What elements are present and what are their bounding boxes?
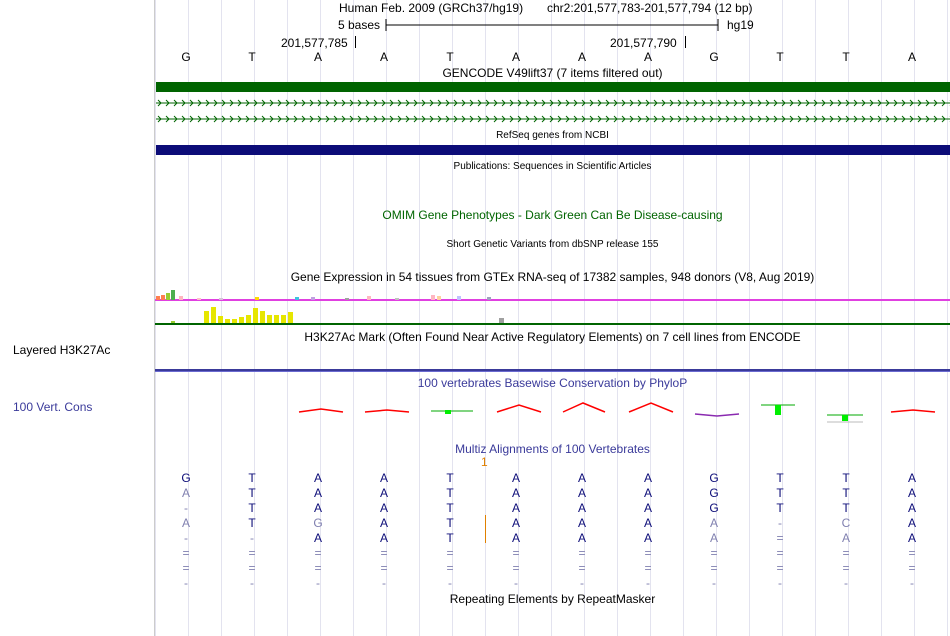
- omim-track-title: OMIM Gene Phenotypes - Dark Green Can Be Disease-causing: [382, 208, 723, 222]
- alignment-base: =: [842, 561, 850, 575]
- alignment-base: T: [446, 471, 454, 485]
- coord-left-tick: [355, 36, 356, 48]
- alignment-base: =: [446, 546, 454, 560]
- alignment-base: A: [511, 501, 520, 515]
- alignment-base: A: [643, 471, 652, 485]
- layered-h3k27ac-label[interactable]: Layered H3K27Ac: [13, 343, 111, 357]
- alignment-base: T: [446, 501, 454, 515]
- alignment-base: =: [182, 561, 190, 575]
- alignment-base: A: [907, 501, 916, 515]
- coord-left: 201,577,785: [281, 36, 348, 50]
- alignment-base: T: [248, 486, 256, 500]
- alignment-base: A: [511, 531, 520, 545]
- alignment-base: -: [250, 531, 254, 545]
- alignment-base: =: [182, 546, 190, 560]
- alignment-base: A: [643, 516, 652, 530]
- gap-marker: [485, 515, 486, 543]
- alignment-base: A: [643, 531, 652, 545]
- alignment-base: A: [181, 516, 190, 530]
- alignment-base: A: [577, 501, 586, 515]
- alignment-base: =: [314, 561, 322, 575]
- gtex-expression-graph[interactable]: [155, 284, 950, 326]
- alignment-base: A: [907, 516, 916, 530]
- alignment-base: =: [776, 561, 784, 575]
- scale-bar: [385, 17, 725, 33]
- ruler-base: A: [907, 50, 916, 64]
- alignment-base: T: [446, 516, 454, 530]
- alignment-base: T: [446, 531, 454, 545]
- alignment-base: A: [379, 516, 388, 530]
- alignment-base: A: [643, 486, 652, 500]
- scale-bar-text: 5 bases: [338, 18, 381, 32]
- alignment-base: -: [250, 576, 254, 590]
- publications-track-title: Publications: Sequences in Scientific Articles: [453, 161, 652, 172]
- alignment-base: -: [448, 576, 452, 590]
- alignment-base: A: [709, 531, 718, 545]
- gencode-track-title: GENCODE V49lift37 (7 items filtered out): [442, 66, 663, 80]
- ruler-base: T: [248, 50, 256, 64]
- ruler-base: A: [511, 50, 520, 64]
- ruler-base: T: [842, 50, 850, 64]
- aox3p-aox2p-intron-1[interactable]: [156, 97, 950, 109]
- alignment-base: =: [380, 546, 388, 560]
- h3k27ac-signal-line-2: [155, 371, 950, 372]
- alignment-base: G: [181, 471, 191, 485]
- alignment-base: T: [842, 501, 850, 515]
- alignment-base: =: [512, 561, 520, 575]
- alignment-base: -: [646, 576, 650, 590]
- conservation-track-title: 100 vertebrates Basewise Conservation by PhyloP: [417, 376, 688, 390]
- alignment-base: -: [844, 576, 848, 590]
- alignment-base: -: [184, 501, 188, 515]
- repeatmasker-track-title: Repeating Elements by RepeatMasker: [449, 592, 656, 606]
- alignment-base: -: [778, 516, 782, 530]
- dbsnp-track-title: Short Genetic Variants from dbSNP release 155: [446, 239, 659, 250]
- alignment-base: -: [712, 576, 716, 590]
- alignment-base: T: [842, 471, 850, 485]
- gtex-aox3p-bars: [156, 290, 491, 300]
- coord-right: 201,577,790: [610, 36, 677, 50]
- assembly-short: hg19: [727, 18, 754, 32]
- alignment-base: -: [184, 531, 188, 545]
- alignment-base: A: [577, 486, 586, 500]
- alignment-base: A: [577, 516, 586, 530]
- ruler-base: A: [313, 50, 322, 64]
- alignment-base: A: [907, 531, 916, 545]
- coord-right-tick: [685, 36, 686, 48]
- alignment-base: G: [313, 516, 323, 530]
- gap-count: 1: [481, 455, 488, 469]
- alignment-base: -: [580, 576, 584, 590]
- ruler-base: A: [577, 50, 586, 64]
- ruler-base: T: [446, 50, 454, 64]
- gtex-linc01792-bars: [171, 307, 504, 323]
- alignment-base: A: [379, 486, 388, 500]
- alignment-base: =: [314, 546, 322, 560]
- alignment-base: A: [577, 531, 586, 545]
- alignment-base: =: [776, 546, 784, 560]
- alignment-base: =: [578, 546, 586, 560]
- alignment-base: =: [644, 561, 652, 575]
- alignment-base: A: [379, 531, 388, 545]
- alignment-base: A: [313, 486, 322, 500]
- alignment-base: A: [313, 471, 322, 485]
- ruler-base: A: [643, 50, 652, 64]
- assembly-title: Human Feb. 2009 (GRCh37/hg19): [339, 1, 524, 15]
- alignment-base: A: [313, 531, 322, 545]
- alignment-base: G: [709, 471, 719, 485]
- window-position: chr2:201,577,783-201,577,794 (12 bp): [547, 1, 753, 15]
- alignment-base: -: [316, 576, 320, 590]
- alignment-base: =: [248, 546, 256, 560]
- alignment-base: T: [248, 501, 256, 515]
- refseq-track-title: RefSeq genes from NCBI: [496, 130, 609, 141]
- alignment-base: =: [710, 546, 718, 560]
- vert-cons-label[interactable]: 100 Vert. Cons: [13, 400, 93, 414]
- alignment-base: -: [514, 576, 518, 590]
- alignment-base: A: [841, 531, 850, 545]
- alignment-base: =: [908, 546, 916, 560]
- track-label-panel: [0, 0, 155, 636]
- alignment-base: C: [841, 516, 851, 530]
- alignment-base: T: [248, 516, 256, 530]
- ruler-base: T: [776, 50, 784, 64]
- aox3p-aox2p-intron-2[interactable]: [156, 113, 950, 125]
- alignment-base: A: [379, 501, 388, 515]
- alignment-base: -: [910, 576, 914, 590]
- gtex-track-title: Gene Expression in 54 tissues from GTEx RNA-seq of 17382 samples, 948 donors (V8, Aug 2019): [290, 270, 815, 284]
- alignment-base: A: [643, 501, 652, 515]
- alignment-base: T: [446, 486, 454, 500]
- ruler-base: G: [181, 50, 191, 64]
- alignment-base: =: [776, 531, 784, 545]
- alignment-base: =: [446, 561, 454, 575]
- alignment-base: =: [842, 546, 850, 560]
- alignment-base: T: [248, 471, 256, 485]
- alignment-base: =: [248, 561, 256, 575]
- alignment-base: A: [379, 471, 388, 485]
- alignment-base: A: [907, 471, 916, 485]
- alignment-base: A: [181, 486, 190, 500]
- alignment-base: -: [382, 576, 386, 590]
- alignment-base: A: [577, 471, 586, 485]
- multiz-track-title: Multiz Alignments of 100 Vertebrates: [455, 442, 650, 456]
- alignment-base: A: [709, 516, 718, 530]
- alignment-base: T: [776, 471, 784, 485]
- alignment-base: =: [578, 561, 586, 575]
- ruler-base: A: [379, 50, 388, 64]
- refseq-exon-bar[interactable]: [156, 145, 950, 155]
- h3k27ac-track-title: H3K27Ac Mark (Often Found Near Active Regulatory Elements) on 7 cell lines from ENCODE: [304, 330, 801, 344]
- alignment-base: T: [842, 486, 850, 500]
- alignment-base: -: [778, 576, 782, 590]
- alignment-base: A: [511, 486, 520, 500]
- alignment-base: T: [776, 501, 784, 515]
- alignment-base: G: [709, 486, 719, 500]
- alignment-base: A: [511, 516, 520, 530]
- ruler-base: G: [709, 50, 719, 64]
- alignment-base: =: [908, 561, 916, 575]
- alignment-base: A: [907, 486, 916, 500]
- alignment-base: A: [313, 501, 322, 515]
- alignment-base: T: [776, 486, 784, 500]
- linc01792-exon-bar[interactable]: [156, 82, 950, 92]
- alignment-base: A: [511, 471, 520, 485]
- phylop-conservation-graph[interactable]: [155, 395, 950, 430]
- alignment-base: =: [380, 561, 388, 575]
- alignment-base: =: [644, 546, 652, 560]
- alignment-base: G: [709, 501, 719, 515]
- alignment-base: =: [512, 546, 520, 560]
- alignment-base: -: [184, 576, 188, 590]
- alignment-base: =: [710, 561, 718, 575]
